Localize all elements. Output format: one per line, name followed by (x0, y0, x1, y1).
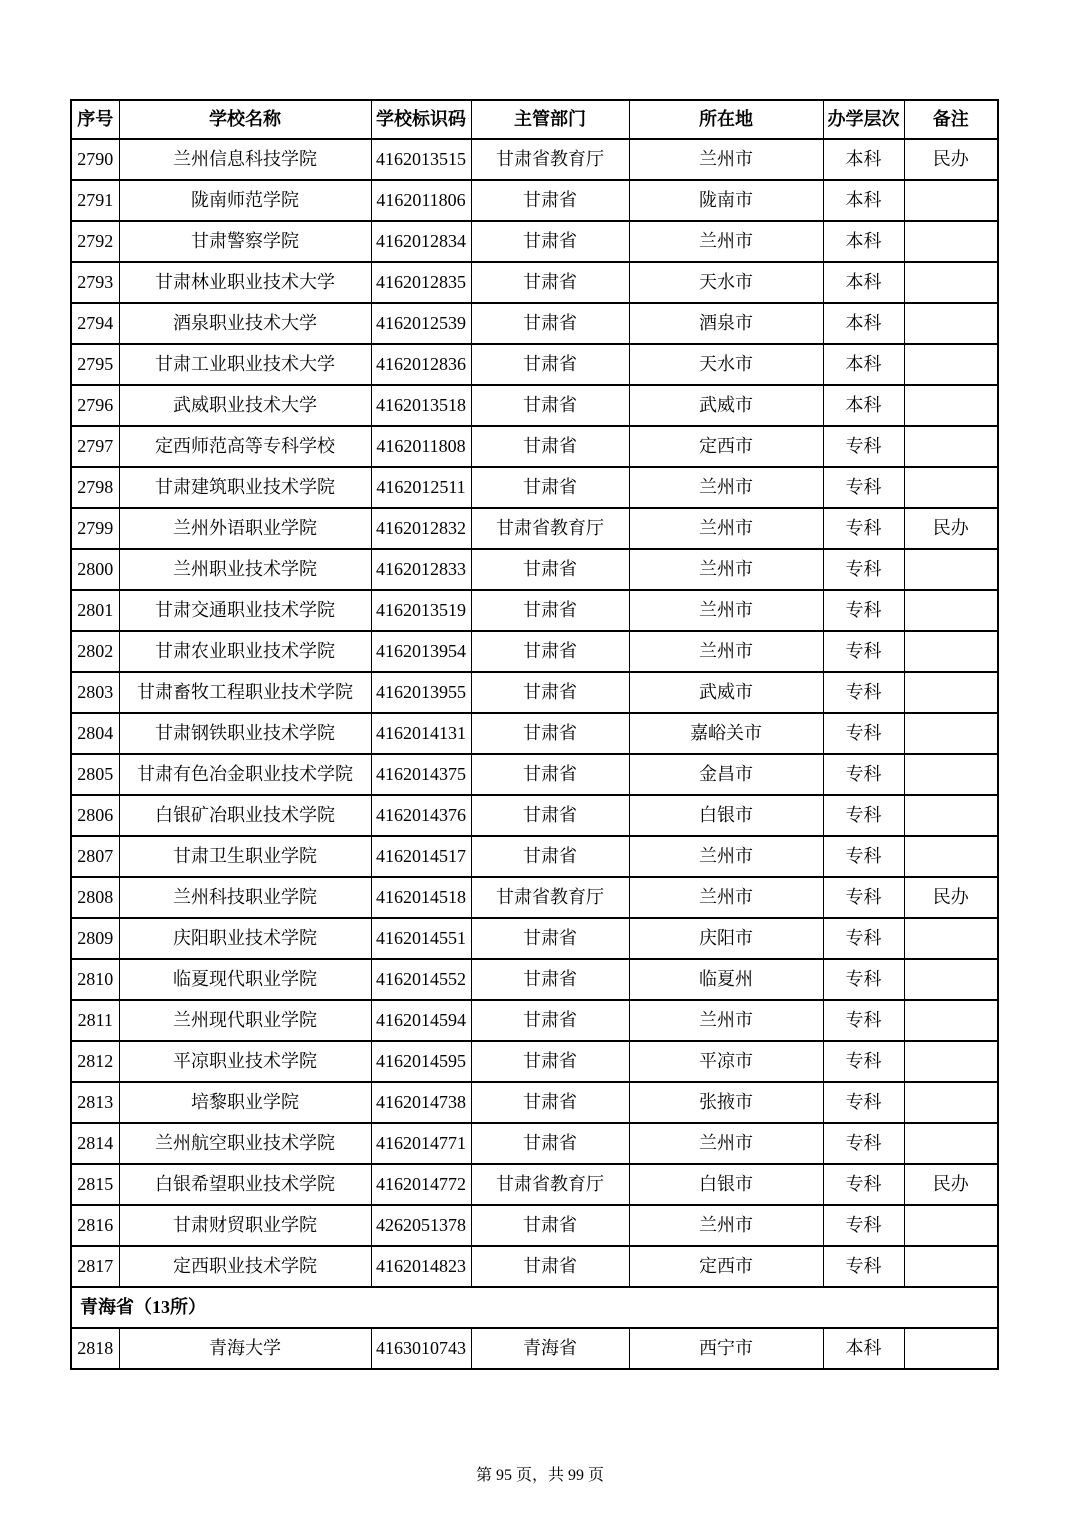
cell-location: 酒泉市 (629, 303, 823, 344)
cell-school-name: 青海大学 (119, 1328, 371, 1369)
cell-authority: 甘肃省教育厅 (471, 1164, 629, 1205)
cell-authority: 甘肃省 (471, 672, 629, 713)
table-row (71, 877, 998, 918)
cell-index: 2810 (71, 959, 119, 1000)
cell-school-code: 4162012833 (371, 549, 471, 590)
cell-level: 专科 (823, 713, 904, 754)
cell-level: 专科 (823, 877, 904, 918)
cell-location: 武威市 (629, 385, 823, 426)
cell-index: 2791 (71, 180, 119, 221)
cell-remark (904, 713, 998, 754)
cell-authority: 甘肃省 (471, 918, 629, 959)
cell-school-code: 4162014823 (371, 1246, 471, 1287)
cell-remark (904, 959, 998, 1000)
cell-authority: 甘肃省 (471, 1082, 629, 1123)
cell-level: 专科 (823, 1246, 904, 1287)
cell-location: 嘉峪关市 (629, 713, 823, 754)
cell-location: 白银市 (629, 1164, 823, 1205)
cell-remark (904, 590, 998, 631)
cell-authority: 甘肃省 (471, 426, 629, 467)
table-row (71, 139, 998, 180)
cell-school-name: 陇南师范学院 (119, 180, 371, 221)
cell-authority: 甘肃省 (471, 631, 629, 672)
header-location: 所在地 (629, 100, 823, 139)
cell-school-code: 4162014376 (371, 795, 471, 836)
cell-school-code: 4162014552 (371, 959, 471, 1000)
cell-remark (904, 1123, 998, 1164)
cell-index: 2811 (71, 1000, 119, 1041)
cell-authority: 甘肃省 (471, 1041, 629, 1082)
cell-index: 2808 (71, 877, 119, 918)
cell-authority: 甘肃省 (471, 795, 629, 836)
cell-remark (904, 385, 998, 426)
cell-level: 专科 (823, 467, 904, 508)
table-row (71, 1082, 998, 1123)
cell-location: 定西市 (629, 426, 823, 467)
cell-authority: 甘肃省 (471, 1246, 629, 1287)
cell-remark (904, 344, 998, 385)
cell-index: 2796 (71, 385, 119, 426)
cell-school-name: 培黎职业学院 (119, 1082, 371, 1123)
cell-school-code: 4162011808 (371, 426, 471, 467)
cell-location: 庆阳市 (629, 918, 823, 959)
cell-school-code: 4162014517 (371, 836, 471, 877)
cell-index: 2804 (71, 713, 119, 754)
cell-level: 专科 (823, 426, 904, 467)
cell-school-name: 平凉职业技术学院 (119, 1041, 371, 1082)
cell-location: 张掖市 (629, 1082, 823, 1123)
cell-index: 2794 (71, 303, 119, 344)
table-row (71, 262, 998, 303)
cell-index: 2795 (71, 344, 119, 385)
cell-school-name: 甘肃农业职业技术学院 (119, 631, 371, 672)
cell-school-code: 4162013519 (371, 590, 471, 631)
cell-index: 2814 (71, 1123, 119, 1164)
cell-level: 专科 (823, 795, 904, 836)
cell-school-code: 4162014131 (371, 713, 471, 754)
cell-school-name: 定西师范高等专科学校 (119, 426, 371, 467)
cell-level: 专科 (823, 590, 904, 631)
cell-school-code: 4162014595 (371, 1041, 471, 1082)
cell-index: 2793 (71, 262, 119, 303)
table-row (71, 1205, 998, 1246)
cell-school-code: 4162014771 (371, 1123, 471, 1164)
cell-level: 专科 (823, 918, 904, 959)
cell-location: 临夏州 (629, 959, 823, 1000)
cell-index: 2812 (71, 1041, 119, 1082)
cell-school-name: 兰州现代职业学院 (119, 1000, 371, 1041)
table-row (71, 467, 998, 508)
cell-authority: 青海省 (471, 1328, 629, 1369)
header-remark: 备注 (904, 100, 998, 139)
cell-authority: 甘肃省 (471, 754, 629, 795)
cell-index: 2801 (71, 590, 119, 631)
header-level: 办学层次 (823, 100, 904, 139)
cell-school-code: 4162014772 (371, 1164, 471, 1205)
cell-school-name: 甘肃钢铁职业技术学院 (119, 713, 371, 754)
cell-school-name: 兰州外语职业学院 (119, 508, 371, 549)
cell-level: 本科 (823, 180, 904, 221)
cell-authority: 甘肃省 (471, 1123, 629, 1164)
cell-school-code: 4162011806 (371, 180, 471, 221)
cell-school-name: 甘肃警察学院 (119, 221, 371, 262)
header-authority: 主管部门 (471, 100, 629, 139)
school-list-table (70, 99, 999, 1370)
table-row (71, 180, 998, 221)
cell-index: 2816 (71, 1205, 119, 1246)
cell-authority: 甘肃省 (471, 385, 629, 426)
cell-school-code: 4162013518 (371, 385, 471, 426)
cell-level: 本科 (823, 221, 904, 262)
cell-index: 2807 (71, 836, 119, 877)
cell-authority: 甘肃省教育厅 (471, 139, 629, 180)
page-number-footer: 第 95 页，共 99 页 (475, 1467, 604, 1484)
cell-location: 兰州市 (629, 139, 823, 180)
cell-remark (904, 754, 998, 795)
table-row (71, 672, 998, 713)
cell-level: 专科 (823, 549, 904, 590)
cell-school-name: 定西职业技术学院 (119, 1246, 371, 1287)
table-row (71, 754, 998, 795)
cell-remark: 民办 (904, 1164, 998, 1205)
cell-level: 专科 (823, 1041, 904, 1082)
cell-level: 专科 (823, 754, 904, 795)
cell-level: 专科 (823, 508, 904, 549)
cell-remark (904, 1041, 998, 1082)
cell-remark (904, 1205, 998, 1246)
table-row (71, 549, 998, 590)
cell-remark (904, 631, 998, 672)
cell-school-code: 4162014738 (371, 1082, 471, 1123)
cell-authority: 甘肃省 (471, 262, 629, 303)
table-row (71, 221, 998, 262)
cell-remark (904, 303, 998, 344)
table-row (71, 1328, 998, 1369)
cell-authority: 甘肃省 (471, 467, 629, 508)
cell-remark (904, 549, 998, 590)
cell-index: 2790 (71, 139, 119, 180)
cell-level: 专科 (823, 1082, 904, 1123)
cell-remark (904, 795, 998, 836)
section-row (71, 1287, 998, 1328)
cell-location: 兰州市 (629, 467, 823, 508)
cell-location: 兰州市 (629, 1123, 823, 1164)
cell-level: 本科 (823, 139, 904, 180)
cell-school-code: 4162012832 (371, 508, 471, 549)
cell-remark (904, 1246, 998, 1287)
cell-school-code: 4162012511 (371, 467, 471, 508)
cell-level: 专科 (823, 1000, 904, 1041)
cell-school-name: 兰州职业技术学院 (119, 549, 371, 590)
cell-remark (904, 262, 998, 303)
cell-school-name: 庆阳职业技术学院 (119, 918, 371, 959)
table-row (71, 1123, 998, 1164)
cell-remark: 民办 (904, 139, 998, 180)
cell-authority: 甘肃省 (471, 180, 629, 221)
cell-index: 2818 (71, 1328, 119, 1369)
cell-level: 本科 (823, 262, 904, 303)
cell-authority: 甘肃省 (471, 959, 629, 1000)
cell-school-name: 甘肃卫生职业学院 (119, 836, 371, 877)
cell-remark (904, 1000, 998, 1041)
cell-index: 2799 (71, 508, 119, 549)
cell-authority: 甘肃省 (471, 303, 629, 344)
cell-location: 白银市 (629, 795, 823, 836)
cell-level: 专科 (823, 1205, 904, 1246)
cell-remark (904, 1328, 998, 1369)
cell-level: 专科 (823, 836, 904, 877)
cell-school-code: 4162014551 (371, 918, 471, 959)
cell-location: 定西市 (629, 1246, 823, 1287)
cell-school-name: 甘肃有色冶金职业技术学院 (119, 754, 371, 795)
cell-location: 兰州市 (629, 590, 823, 631)
cell-remark (904, 918, 998, 959)
cell-school-name: 甘肃工业职业技术大学 (119, 344, 371, 385)
cell-location: 武威市 (629, 672, 823, 713)
header-school-code: 学校标识码 (371, 100, 471, 139)
table-row (71, 1041, 998, 1082)
cell-authority: 甘肃省 (471, 590, 629, 631)
cell-school-code: 4162013515 (371, 139, 471, 180)
cell-school-name: 白银希望职业技术学院 (119, 1164, 371, 1205)
cell-level: 专科 (823, 959, 904, 1000)
cell-remark (904, 180, 998, 221)
table-row (71, 1000, 998, 1041)
cell-remark: 民办 (904, 877, 998, 918)
table-row (71, 426, 998, 467)
cell-location: 兰州市 (629, 549, 823, 590)
cell-remark (904, 221, 998, 262)
cell-index: 2817 (71, 1246, 119, 1287)
cell-school-code: 4262051378 (371, 1205, 471, 1246)
cell-authority: 甘肃省教育厅 (471, 508, 629, 549)
cell-remark (904, 836, 998, 877)
table-row (71, 385, 998, 426)
cell-school-name: 甘肃林业职业技术大学 (119, 262, 371, 303)
cell-location: 西宁市 (629, 1328, 823, 1369)
table-row (71, 590, 998, 631)
table-row (71, 631, 998, 672)
cell-index: 2803 (71, 672, 119, 713)
cell-location: 平凉市 (629, 1041, 823, 1082)
cell-level: 专科 (823, 1164, 904, 1205)
cell-remark (904, 672, 998, 713)
cell-school-name: 白银矿冶职业技术学院 (119, 795, 371, 836)
cell-authority: 甘肃省 (471, 1000, 629, 1041)
cell-school-code: 4162014594 (371, 1000, 471, 1041)
cell-location: 兰州市 (629, 1000, 823, 1041)
cell-index: 2805 (71, 754, 119, 795)
table-header-row (71, 100, 998, 139)
cell-location: 兰州市 (629, 877, 823, 918)
cell-index: 2813 (71, 1082, 119, 1123)
header-school-name: 学校名称 (119, 100, 371, 139)
cell-school-code: 4162012835 (371, 262, 471, 303)
cell-level: 本科 (823, 385, 904, 426)
cell-school-code: 4162013954 (371, 631, 471, 672)
header-index: 序号 (71, 100, 119, 139)
cell-authority: 甘肃省 (471, 344, 629, 385)
cell-level: 本科 (823, 303, 904, 344)
cell-school-name: 兰州航空职业技术学院 (119, 1123, 371, 1164)
cell-authority: 甘肃省教育厅 (471, 877, 629, 918)
cell-index: 2792 (71, 221, 119, 262)
cell-index: 2800 (71, 549, 119, 590)
cell-location: 兰州市 (629, 508, 823, 549)
cell-remark (904, 1082, 998, 1123)
cell-school-name: 酒泉职业技术大学 (119, 303, 371, 344)
cell-level: 本科 (823, 1328, 904, 1369)
cell-location: 天水市 (629, 262, 823, 303)
cell-authority: 甘肃省 (471, 221, 629, 262)
cell-authority: 甘肃省 (471, 836, 629, 877)
cell-school-code: 4162012834 (371, 221, 471, 262)
cell-school-code: 4162012836 (371, 344, 471, 385)
section-label: 青海省（13所） (71, 1287, 998, 1328)
cell-school-code: 4162014518 (371, 877, 471, 918)
cell-location: 兰州市 (629, 836, 823, 877)
cell-school-name: 甘肃建筑职业技术学院 (119, 467, 371, 508)
table-row (71, 918, 998, 959)
cell-school-code: 4162012539 (371, 303, 471, 344)
cell-school-code: 4163010743 (371, 1328, 471, 1369)
cell-authority: 甘肃省 (471, 1205, 629, 1246)
cell-index: 2815 (71, 1164, 119, 1205)
cell-index: 2802 (71, 631, 119, 672)
cell-location: 兰州市 (629, 221, 823, 262)
cell-school-code: 4162014375 (371, 754, 471, 795)
cell-school-name: 甘肃财贸职业学院 (119, 1205, 371, 1246)
cell-level: 专科 (823, 672, 904, 713)
school-list-table-container (70, 99, 997, 1370)
table-body (71, 139, 998, 1369)
cell-location: 金昌市 (629, 754, 823, 795)
cell-level: 本科 (823, 344, 904, 385)
table-row (71, 508, 998, 549)
cell-remark (904, 467, 998, 508)
cell-index: 2806 (71, 795, 119, 836)
cell-school-code: 4162013955 (371, 672, 471, 713)
cell-remark: 民办 (904, 508, 998, 549)
cell-location: 兰州市 (629, 631, 823, 672)
table-row (71, 836, 998, 877)
cell-index: 2809 (71, 918, 119, 959)
table-row (71, 795, 998, 836)
cell-school-name: 临夏现代职业学院 (119, 959, 371, 1000)
cell-location: 陇南市 (629, 180, 823, 221)
cell-location: 天水市 (629, 344, 823, 385)
table-row (71, 959, 998, 1000)
table-row (71, 1246, 998, 1287)
cell-level: 专科 (823, 631, 904, 672)
cell-school-name: 武威职业技术大学 (119, 385, 371, 426)
cell-location: 兰州市 (629, 1205, 823, 1246)
cell-index: 2797 (71, 426, 119, 467)
cell-remark (904, 426, 998, 467)
table-row (71, 713, 998, 754)
table-row (71, 1164, 998, 1205)
cell-school-name: 兰州信息科技学院 (119, 139, 371, 180)
cell-index: 2798 (71, 467, 119, 508)
cell-school-name: 甘肃交通职业技术学院 (119, 590, 371, 631)
table-row (71, 303, 998, 344)
cell-school-name: 兰州科技职业学院 (119, 877, 371, 918)
table-row (71, 344, 998, 385)
cell-level: 专科 (823, 1123, 904, 1164)
cell-authority: 甘肃省 (471, 713, 629, 754)
cell-authority: 甘肃省 (471, 549, 629, 590)
cell-school-name: 甘肃畜牧工程职业技术学院 (119, 672, 371, 713)
